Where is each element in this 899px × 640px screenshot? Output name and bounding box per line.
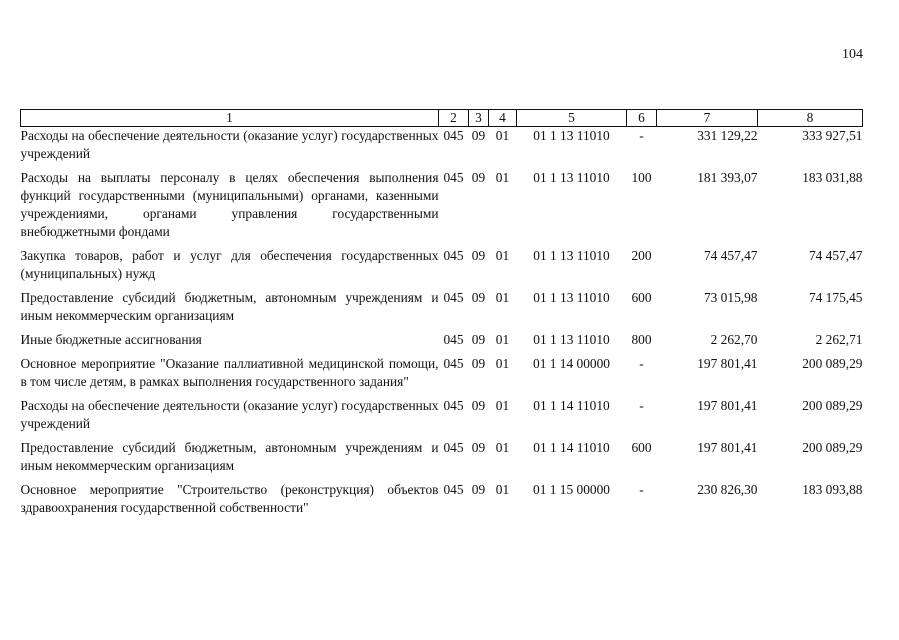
amount-col-7: 73 015,98: [703, 290, 758, 305]
table-row: [21, 289, 863, 331]
target-article-code: 01 1 13 11010: [533, 170, 610, 185]
amount-col-7: 197 801,41: [697, 440, 758, 455]
section-code: 09: [471, 290, 486, 305]
expense-name: Иные бюджетные ассигнования: [20, 332, 202, 347]
amount-col-8: 183 093,88: [802, 482, 863, 497]
subsection-code: 01: [495, 440, 510, 455]
expense-type-code: 100: [631, 170, 652, 185]
amount-col-8: 74 175,45: [808, 290, 863, 305]
column-header-8: 8: [758, 110, 863, 127]
budget-table: [20, 109, 863, 523]
table-row: [21, 397, 863, 439]
column-header-4: 4: [489, 110, 517, 127]
target-article-code: 01 1 14 11010: [533, 440, 610, 455]
expense-name: Предоставление субсидий бюджетным, автономным учреждениям и иным некоммерческим организациям: [20, 440, 439, 473]
expense-type-code: 200: [631, 248, 652, 263]
amount-col-8: 200 089,29: [802, 398, 863, 413]
target-article-code: 01 1 14 11010: [533, 398, 610, 413]
expense-type-code: -: [639, 482, 644, 497]
amount-col-8: 74 457,47: [808, 248, 863, 263]
table-row: [21, 331, 863, 355]
amount-col-7: 230 826,30: [697, 482, 758, 497]
amount-col-8: 183 031,88: [802, 170, 863, 185]
table-row: [21, 355, 863, 397]
expense-name: Основное мероприятие "Оказание паллиативной медицинской помощи, в том числе детям, в рамках выполнения государственного задания": [20, 356, 439, 389]
target-article-code: 01 1 14 00000: [533, 356, 610, 371]
column-header-5: 5: [517, 110, 627, 127]
amount-col-8: 200 089,29: [802, 356, 863, 371]
amount-col-7: 331 129,22: [697, 128, 758, 143]
target-article-code: 01 1 13 11010: [533, 332, 610, 347]
subsection-code: 01: [495, 398, 510, 413]
subsection-code: 01: [495, 170, 510, 185]
table-header-row: [21, 110, 863, 127]
table-row: [21, 127, 863, 170]
amount-col-7: 197 801,41: [697, 398, 758, 413]
subsection-code: 01: [495, 332, 510, 347]
table-row: [21, 169, 863, 247]
expense-type-code: -: [639, 356, 644, 371]
column-header-1: 1: [21, 110, 439, 127]
ministry-code: 045: [443, 482, 464, 497]
amount-col-7: 197 801,41: [697, 356, 758, 371]
column-header-3: 3: [469, 110, 489, 127]
section-code: 09: [471, 128, 486, 143]
amount-col-8: 2 262,71: [815, 332, 863, 347]
section-code: 09: [471, 170, 486, 185]
subsection-code: 01: [495, 290, 510, 305]
column-header-6: 6: [627, 110, 657, 127]
ministry-code: 045: [443, 398, 464, 413]
expense-name: Расходы на обеспечение деятельности (оказание услуг) государственных учреждений: [20, 398, 439, 431]
section-code: 09: [471, 482, 486, 497]
section-code: 09: [471, 440, 486, 455]
section-code: 09: [471, 356, 486, 371]
target-article-code: 01 1 13 11010: [533, 128, 610, 143]
expense-type-code: 600: [631, 440, 652, 455]
subsection-code: 01: [495, 128, 510, 143]
ministry-code: 045: [443, 128, 464, 143]
column-header-2: 2: [439, 110, 469, 127]
expense-name: Предоставление субсидий бюджетным, автономным учреждениям и иным некоммерческим организациям: [20, 290, 439, 323]
subsection-code: 01: [495, 356, 510, 371]
amount-col-7: 2 262,70: [710, 332, 758, 347]
expense-name: Расходы на выплаты персоналу в целях обеспечения выполнения функций государственными (муниципальными) органами, казенными учреждениями, органами управления государственными внебюджетными фондами: [20, 170, 439, 239]
section-code: 09: [471, 248, 486, 263]
amount-col-8: 200 089,29: [802, 440, 863, 455]
table-row: [21, 481, 863, 523]
ministry-code: 045: [443, 248, 464, 263]
page-number: 104: [842, 47, 863, 62]
section-code: 09: [471, 332, 486, 347]
section-code: 09: [471, 398, 486, 413]
expense-name: Закупка товаров, работ и услуг для обеспечения государственных (муниципальных) нужд: [20, 248, 439, 281]
ministry-code: 045: [443, 170, 464, 185]
target-article-code: 01 1 13 11010: [533, 248, 610, 263]
amount-col-7: 181 393,07: [697, 170, 758, 185]
ministry-code: 045: [443, 440, 464, 455]
expense-name: Основное мероприятие "Строительство (реконструкция) объектов здравоохранения государственной собственности": [20, 482, 439, 515]
column-header-7: 7: [657, 110, 758, 127]
table-row: [21, 439, 863, 481]
amount-col-8: 333 927,51: [802, 128, 863, 143]
target-article-code: 01 1 13 11010: [533, 290, 610, 305]
expense-type-code: 600: [631, 290, 652, 305]
amount-col-7: 74 457,47: [703, 248, 758, 263]
expense-type-code: -: [639, 398, 644, 413]
ministry-code: 045: [443, 290, 464, 305]
ministry-code: 045: [443, 356, 464, 371]
expense-name: Расходы на обеспечение деятельности (оказание услуг) государственных учреждений: [20, 128, 439, 161]
ministry-code: 045: [443, 332, 464, 347]
subsection-code: 01: [495, 248, 510, 263]
table-row: [21, 247, 863, 289]
expense-type-code: 800: [631, 332, 652, 347]
target-article-code: 01 1 15 00000: [533, 482, 610, 497]
subsection-code: 01: [495, 482, 510, 497]
expense-type-code: -: [639, 128, 644, 143]
